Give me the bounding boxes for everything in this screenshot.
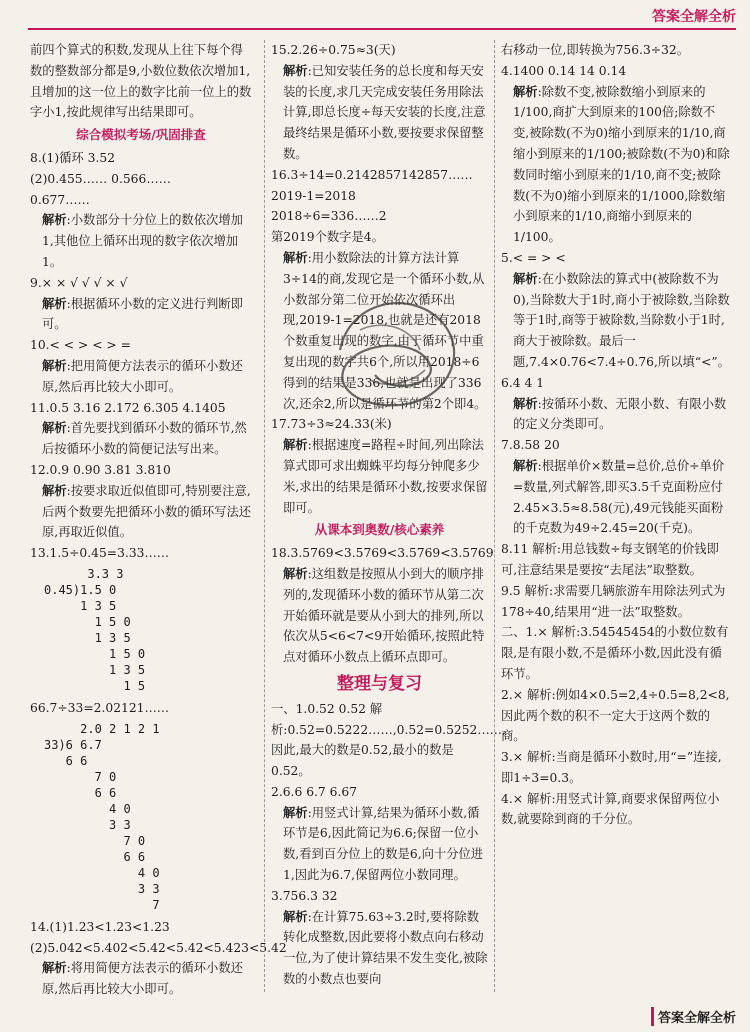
- column-left: [30, 40, 287, 997]
- analysis-label: 解析: [42, 358, 67, 373]
- analysis-label: 解析: [513, 458, 538, 473]
- analysis-paragraph: [271, 564, 488, 668]
- analysis-text: :用小数除法的计算方法计算3÷14的商,发现它是一个循环小数,从小数部分第二位开始依次循环出现,2019-1=2018,也就是还有2018个数重复出现的数字,由于循环节中重复出现的数字共6个,所以用2018÷6得到的结果是336,也就是出现了336次,还余2,所以是循环节的第2个即4。: [283, 250, 487, 411]
- analysis-paragraph: [271, 803, 488, 886]
- analysis-text: :根据单价×数量=总价,总价÷单价=数量,列式解答,即买3.5千克面粉应付2.45×3.5≈8.58(元),49元钱能买面粉的千克数为49÷2.45=20(千克)。: [513, 458, 725, 536]
- answer-line: 2.6.6 6.7 6.67: [271, 784, 358, 799]
- analysis-text: :用竖式计算,结果为循环小数,循环节是6,因此简记为6.6;保留一位小数,看到百分位上的数是6,向十分位进1,因此为6.7,保留两位小数同理。: [283, 805, 484, 883]
- analysis-paragraph: [30, 418, 252, 460]
- answer-line: 9.× × √ √ √ × √: [30, 275, 128, 290]
- answer-line: 13.1.5÷0.45=3.33……: [30, 546, 170, 561]
- analysis-label: 解析: [42, 961, 67, 976]
- analysis-paragraph: [30, 210, 252, 272]
- answer-line: 11.0.5 3.16 2.172 6.305 4.1405: [30, 400, 226, 415]
- analysis-text: :已知安装任务的总长度和每天安装的长度,求几天完成安装任务用除法计算,即总长度÷每天安装的长度,注意最终结果是循环小数,要按要求保留整数。: [283, 63, 486, 161]
- analysis-text: :在小数除法的算式中(被除数不为0),当除数大于1时,商小于被除数,当除数等于1时,商等于被除数,当除数小于1时,商大于被除数。最后一题,7.4×0.76<7.4÷0.76,所以填“<”。: [513, 271, 730, 369]
- analysis-text: :除数不变,被除数缩小到原来的1/100,商扩大到原来的100倍;除数不变,被除数(不为0)缩小到原来的1/10,商缩小到原来的1/100;被除数(不为0)和除数同时缩小到原来的1/10,商不变;被除数(不为0)缩小到原来的1/1000,除数缩小到原来的1/10,商缩小到原来的1/100。: [513, 84, 730, 245]
- pencil-scribble: [320, 280, 480, 420]
- analysis-label: 解析: [283, 438, 308, 453]
- answer-line: 右移动一位,即转换为756.3÷32。: [501, 43, 690, 57]
- analysis-text: :首先要找到循环小数的循环节,然后按循环小数的简便记法写出来。: [42, 421, 247, 457]
- answer-line: 2019-1=2018: [271, 188, 356, 203]
- section-heading: 从课本到奥数/核心素养: [314, 522, 445, 538]
- long-division: 3.3 3 0.45)1.5 0 1 3 5 1 5 0 1 3 5 1 5 0 1 3 5 1 5: [44, 566, 146, 693]
- answer-line: 7.8.58 20: [501, 438, 560, 453]
- analysis-text: :把用简便方法表示的循环小数还原,然后再比较大小即可。: [42, 358, 243, 394]
- analysis-text: :小数部分十分位上的数依次增加1,其他位上循环出现的数字依次增加1。: [42, 213, 243, 269]
- analysis-paragraph: [30, 294, 252, 336]
- answer-line: 二、1.× 解析:3.54545454的小数位数有限,是有限小数,不是循环小数,因此没有循环节。: [501, 625, 729, 681]
- answer-line: 12.0.9 0.90 3.81 3.810: [30, 462, 171, 477]
- answer-line: 66.7÷33=2.02121……: [30, 700, 170, 715]
- answer-line: 5.< = > <: [501, 250, 566, 265]
- header-title: 答案全解全析: [652, 9, 736, 25]
- answer-line: (2)0.455…… 0.566……: [30, 171, 171, 186]
- analysis-paragraph: [30, 481, 252, 543]
- answer-line: 一、1.0.52 0.52 解析:0.52=0.5222……,0.52=0.5252……,因此,最大的数是0.52,最小的数是0.52。: [271, 701, 506, 779]
- footer-label: 答案全解全析: [651, 1007, 736, 1026]
- answer-line: 8.(1)循环 3.52: [30, 150, 116, 165]
- section-heading: 综合模拟考场/巩固排查: [76, 127, 206, 143]
- header-rule: [28, 28, 736, 30]
- analysis-paragraph: [30, 958, 252, 1000]
- column-middle: [264, 40, 506, 992]
- analysis-paragraph: [501, 82, 730, 248]
- analysis-paragraph: [501, 269, 730, 373]
- analysis-label: 解析: [283, 250, 308, 265]
- analysis-paragraph: [30, 356, 252, 398]
- analysis-label: 解析: [283, 63, 308, 78]
- analysis-paragraph: [271, 907, 488, 990]
- analysis-label: 解析: [283, 566, 308, 581]
- answer-line: 4.× 解析:用竖式计算,商要求保留两位小数,就要除到商的千分位。: [501, 791, 720, 827]
- analysis-label: 解析: [42, 213, 67, 228]
- answer-line: 9.5 解析:求需要几辆旅游车用除法列式为178÷40,结果用“进一法”取整数。: [501, 583, 726, 619]
- answer-line: (2)5.042<5.402<5.42<5.42<5.423<5.42: [30, 940, 287, 955]
- answer-line: 2.× 解析:例如4×0.5=2,4÷0.5=8,2<8,因此两个数的积不一定大于这两个数的商。: [501, 687, 730, 744]
- answer-line: 0.677……: [30, 192, 90, 207]
- analysis-text: :按循环小数、无限小数、有限小数的定义分类即可。: [513, 396, 727, 432]
- analysis-label: 解析: [42, 421, 67, 436]
- long-division: 2.0 2 1 2 1 33)6 6.7 6 6 7 0 6 6 4 0 3 3 7 0 6 6 4 0 3 3 7: [44, 721, 160, 912]
- analysis-label: 解析: [283, 909, 308, 924]
- analysis-paragraph: [501, 456, 730, 539]
- answer-line: 17.73÷3≈24.33(米): [271, 417, 392, 432]
- column-right: [494, 40, 730, 992]
- answer-line: 8.11 解析:用总钱数÷每支钢笔的价钱即可,注意结果是要按“去尾法”取整数。: [501, 542, 719, 577]
- answer-line: 6.4 4 1: [501, 375, 545, 390]
- answer-line: 3.756.3 32: [271, 888, 338, 903]
- answer-line: 14.(1)1.23<1.23<1.23: [30, 919, 170, 934]
- answer-line: 18.3.5769<3.5769<3.5769<3.5769: [271, 546, 494, 561]
- analysis-paragraph: [271, 61, 488, 165]
- analysis-paragraph: [271, 435, 488, 518]
- answer-line: 15.2.26÷0.75≈3(天): [271, 43, 396, 57]
- analysis-paragraph: [501, 394, 730, 436]
- answer-line: 第2019个数字是4。: [271, 230, 384, 245]
- answer-line: 3.× 解析:当商是循环小数时,用“=”连接,即1÷3=0.3。: [501, 750, 722, 785]
- analysis-label: 解析: [283, 805, 308, 820]
- answer-line: 16.3÷14=0.2142857142857……: [271, 167, 473, 182]
- answer-line: 前四个算式的积数,发现从上往下每个得数的整数部分都是9,小数位数依次增加1,且增加的这一位上的数字比前一位上的数字小1,按此规律写出结果即可。: [30, 43, 252, 120]
- analysis-label: 解析: [513, 271, 538, 286]
- analysis-text: :根据速度=路程÷时间,列出除法算式即可求出蜘蛛平均每分钟爬多少米,求出的结果是循环小数,按要求保留即可。: [283, 438, 488, 515]
- answer-line: 2018÷6=336……2: [271, 209, 387, 224]
- analysis-label: 解析: [513, 396, 538, 411]
- analysis-text: :根据循环小数的定义进行判断即可。: [42, 296, 243, 332]
- analysis-label: 解析: [42, 483, 67, 498]
- analysis-label: 解析: [42, 296, 67, 311]
- analysis-text: :这组数是按照从小到大的顺序排列的,发现循环小数的循环节从第二次开始循环就是要从小到大的排列,所以依次从5<6<7<9开始循环,按照此特点对循环小数点上循环点即可。: [283, 566, 485, 665]
- chapter-heading: 整理与复习: [337, 673, 422, 694]
- analysis-text: :按要求取近似值即可,特别要注意,后两个数要先把循环小数的循环写法还原,再取近似值。: [42, 483, 252, 540]
- answer-line: 10.< < > < > =: [30, 338, 131, 353]
- analysis-text: :将用简便方法表示的循环小数还原,然后再比较大小即可。: [42, 961, 243, 997]
- analysis-label: 解析: [513, 84, 538, 99]
- answer-line: 4.1400 0.14 14 0.14: [501, 63, 627, 78]
- analysis-text: :在计算75.63÷3.2时,要将除数转化成整数,因此要将小数点向右移动一位,为了使计算结果不发生变化,被除数的小数点也要向: [283, 909, 488, 987]
